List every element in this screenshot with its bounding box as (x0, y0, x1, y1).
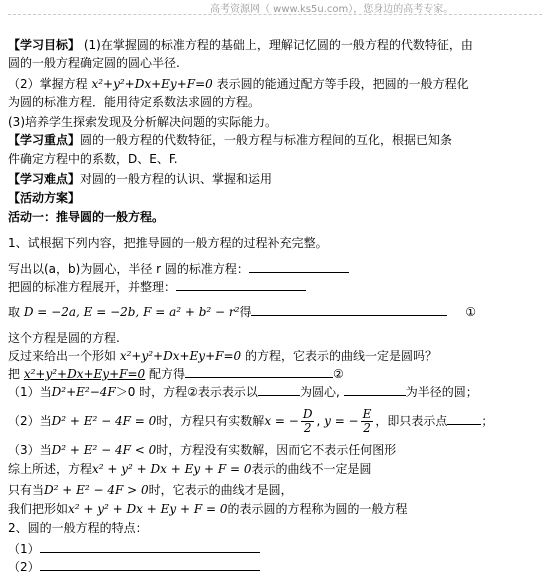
focus-line-1 (8, 133, 452, 148)
x-numerator: D (302, 407, 313, 421)
equation-1-number: ① (465, 305, 477, 319)
goal-text-2b: 表示圆的能通过配方等手段，把圆的一般方程化 (216, 77, 469, 91)
goal-text-2c: 为圆的标准方程．能用待定系数法求圆的方程。 (8, 95, 261, 109)
case-1-b: ＞0 时，方程②表示表示以 (115, 385, 258, 399)
converse-line (8, 349, 437, 364)
difficulty-text: 对圆的一般方程的认识、掌握和运用 (80, 172, 273, 186)
case-2-line: （2）当D² + E² − 4F = 0时，方程只有实数解x = − $\frac{D}{2}$ , y = − $\frac{E}{2}$ ，即只表示点 ； (8, 407, 494, 435)
plan-tag: 【活动方案】 (8, 191, 81, 205)
x-denominator: 2 (303, 421, 312, 435)
goal-line-1 (8, 38, 473, 53)
focus-line-2 (8, 152, 178, 167)
substitution-line (8, 303, 476, 320)
case-2-b: 时，方程只有实数解 (156, 414, 265, 428)
standard-eq-blank[interactable] (249, 260, 349, 273)
plan-line (8, 191, 80, 206)
summary-2b: 时，它表示的曲线才是圆， (148, 483, 293, 497)
case-3-line (8, 443, 396, 458)
feature-2-line (8, 558, 260, 572)
goal-text-1a: (1)在掌握圆的标准方程的基础上，理解记忆圆的一般方程的代数特征，由 (80, 38, 473, 52)
general-equation-full-2: x² + y² + Dx + Ey + F = 0 (68, 502, 228, 516)
goal-line-5 (8, 115, 277, 130)
goal-text-2a: （2）掌握方程 (8, 77, 92, 91)
complete-square-line (8, 365, 344, 382)
is-circle-line: 这个方程是圆的方程. (8, 331, 120, 345)
x-fraction (301, 408, 315, 435)
converse-text-b: 的方程，它表示的曲线一定是圆吗？ (245, 349, 438, 363)
feature-2-label: （2） (8, 560, 40, 572)
focus-tag: 【学习重点】 (8, 133, 81, 147)
goal-tag: 【学习目标】 (8, 38, 81, 52)
summary-line-2 (8, 483, 293, 498)
circle-condition: D² + E² − 4F > 0 (44, 483, 149, 497)
general-equation-inline: x²+y²+Dx+Ey+F=0 (91, 77, 213, 91)
take-label: 取 (8, 305, 21, 319)
equation-2-number: ② (333, 367, 344, 381)
y-denominator: 2 (363, 421, 371, 435)
case-2-condition: D² + E² − 4F = 0 (51, 414, 157, 428)
question-2: 2、圆的一般方程的特点： (8, 521, 148, 535)
summary-1a: 综上所述，方程 (8, 462, 93, 476)
focus-text-a: 圆的一般方程的代数特征，一般方程与标准方程间的互化，根据已知条 (80, 133, 453, 147)
goal-line-4 (8, 95, 260, 110)
goal-text-3: (3)培养学生探索发现及分析解决问题的实际能力。 (8, 115, 277, 129)
equation-2-blank[interactable] (185, 365, 333, 378)
goal-line-3 (8, 77, 469, 92)
case-1-a: （1）当 (8, 385, 52, 399)
expand-blank[interactable] (176, 278, 306, 291)
summary-3b: 的表示圆的方程称为圆的一般方程 (227, 502, 408, 516)
focus-text-b: 件确定方程中的系数，D、E、F. (8, 152, 178, 166)
y-fraction (361, 408, 374, 435)
x-solution-prefix: x = − (264, 414, 299, 428)
summary-line-3 (8, 502, 408, 517)
case-2-d: ； (481, 414, 494, 428)
case-1-condition: D²+E²−4F (51, 385, 116, 399)
case-3-condition: D² + E² − 4F < 0 (51, 443, 157, 457)
equation-1-blank[interactable] (251, 303, 447, 316)
difficulty-line (8, 172, 272, 187)
case-1-line (8, 383, 478, 400)
y-solution-prefix: y = − (324, 414, 359, 428)
goal-line-2 (8, 56, 180, 71)
case-2-c: ，即只表示点 (375, 414, 448, 428)
expand-prompt: 把圆的标准方程展开，并整理： (8, 280, 177, 294)
general-equation-inline-2: x²+y²+Dx+Ey+F=0 (119, 349, 242, 363)
activity1-title: 活动一：推导圆的一般方程。 (8, 210, 165, 224)
y-numerator: E (362, 407, 372, 421)
question-1: 1、试根据下列内容，把推导圆的一般方程的过程补充完整。 (8, 236, 328, 250)
standard-eq-line (8, 260, 349, 277)
standard-eq-prompt: 写出以(a，b)为圆心，半径 r 圆的标准方程： (8, 262, 249, 276)
substitution-formula: D = −2a, E = −2b, F = a² + b² − r² (23, 305, 240, 319)
expand-line (8, 278, 306, 295)
get-label: 得 (239, 305, 252, 319)
difficulty-tag: 【学习难点】 (8, 172, 81, 186)
header-divider (8, 14, 542, 15)
complete-square-b: 配方得 (149, 367, 186, 381)
feature-1-line (8, 540, 260, 557)
radius-blank[interactable] (344, 383, 406, 396)
center-blank[interactable] (258, 383, 300, 396)
summary-line-1 (8, 462, 372, 477)
general-equation-inline-3: x²+y²+Dx+Ey+F=0 (23, 367, 146, 381)
feature-1-blank[interactable] (40, 540, 260, 553)
feature-1-label: （1） (8, 542, 40, 556)
summary-1b: 表示的曲线不一定是圆 (251, 462, 372, 476)
point-blank[interactable] (447, 412, 481, 425)
case-2-a: （2）当 (8, 414, 52, 428)
case-1-c: 为圆心, (299, 385, 340, 399)
case-3-a: （3）当 (8, 443, 52, 457)
feature-2-blank[interactable] (40, 558, 260, 571)
general-equation-full: x² + y² + Dx + Ey + F = 0 (92, 462, 252, 476)
summary-2a: 只有当 (8, 483, 45, 497)
goal-text-1b: 圆的一般方程确定圆的圆心半径. (8, 56, 180, 70)
summary-3a: 我们把形如 (8, 502, 69, 516)
case-3-b: 时，方程没有实数解，因而它不表示任何图形 (156, 443, 397, 457)
converse-text-a: 反过来给出一个形如 (8, 349, 120, 363)
case-1-d: 为半径的圆； (405, 385, 478, 399)
complete-square-a: 把 (8, 367, 24, 381)
page-header: 高考资源网（ www.ks5u.com），您身边的高考专家。 (210, 4, 454, 15)
